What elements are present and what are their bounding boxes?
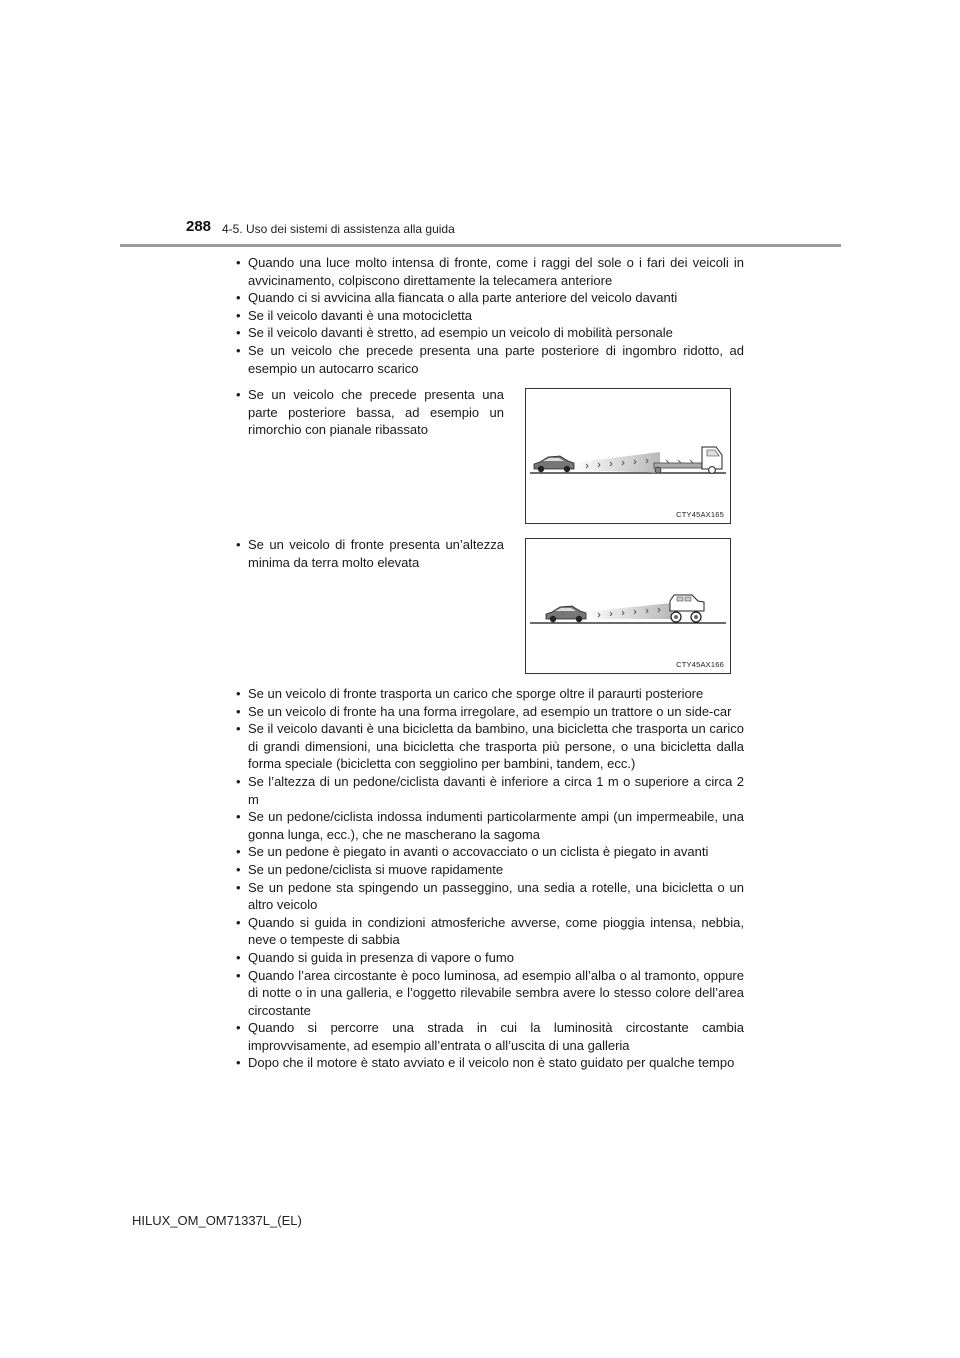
list-item: • Se un veicolo di fronte trasporta un carico che sporge oltre il paraurti posteriore	[236, 685, 744, 703]
figure-1-illustration	[526, 389, 730, 523]
list-item: • Quando l’area circostante è poco luminosa, ad esempio all’alba o al tramonto, oppure di notte o in una galleria, e l’oggetto rilevabile sembra avere lo stesso colore dell’area circostante	[236, 967, 744, 1020]
car-icon	[546, 606, 586, 622]
figure-1-bullet-list	[236, 386, 504, 439]
list-item: • Se un veicolo che precede presenta una parte posteriore di ingombro ridotto, ad esempio un autocarro scarico	[236, 342, 744, 377]
figure-high-clearance	[525, 538, 731, 674]
list-item: • Quando si guida in condizioni atmosferiche avverse, come pioggia intensa, nebbia, neve o tempeste di sabbia	[236, 914, 744, 949]
document-code: HILUX_OM_OM71337L_(EL)	[132, 1213, 302, 1228]
section-title: 4-5. Uso dei sistemi di assistenza alla guida	[222, 222, 455, 236]
list-item: • Se un veicolo di fronte presenta un’altezza minima da terra molto elevata	[236, 536, 504, 571]
figure-2-illustration	[526, 539, 730, 673]
list-item: • Se un pedone sta spingendo un passeggino, una sedia a rotelle, una bicicletta o un altro veicolo	[236, 879, 744, 914]
list-item: • Dopo che il motore è stato avviato e il veicolo non è stato guidato per qualche tempo	[236, 1054, 744, 1072]
figure-code: CTY45AX166	[676, 660, 724, 669]
car-icon	[534, 456, 574, 472]
figure-code: CTY45AX165	[676, 510, 724, 519]
page-number: 288	[186, 218, 212, 235]
list-item: • Quando una luce molto intensa di fronte, come i raggi del sole o i fari dei veicoli in avvicinamento, colpiscono direttamente la telecamera anteriore	[236, 254, 744, 289]
list-item: • Quando si guida in presenza di vapore o fumo	[236, 949, 744, 967]
list-item: • Quando si percorre una strada in cui la luminosità circostante cambia improvvisamente, ad esempio all’entrata o all’uscita di una galleria	[236, 1019, 744, 1054]
bullet-list-top	[236, 254, 744, 377]
figure-2-bullet-list	[236, 536, 504, 571]
list-item: • Se il veicolo davanti è una bicicletta da bambino, una bicicletta che trasporta un carico di grandi dimensioni, una bicicletta che trasporta più persone, o una bicicletta dalla forma speciale (bicicletta con seggiolino per bambini, tandem, ecc.)	[236, 720, 744, 773]
lifted-suv-icon	[670, 595, 704, 622]
list-item: • Se il veicolo davanti è stretto, ad esempio un veicolo di mobilità personale	[236, 324, 744, 342]
low-trailer-truck-icon	[654, 447, 722, 473]
list-item: • Se un veicolo che precede presenta una parte posteriore bassa, ad esempio un rimorchio con pianale ribassato	[236, 386, 504, 439]
figure-low-trailer	[525, 388, 731, 524]
list-item: • Se un pedone è piegato in avanti o accovacciato o un ciclista è piegato in avanti	[236, 843, 744, 861]
sensor-beam-icon	[572, 452, 693, 473]
sensor-beam-icon	[584, 603, 672, 619]
list-item: • Se un pedone/ciclista si muove rapidamente	[236, 861, 744, 879]
header-rule	[120, 244, 841, 247]
list-item: • Se un pedone/ciclista indossa indumenti particolarmente ampi (un impermeabile, una gonna lunga, ecc.), che ne mascherano la sagoma	[236, 808, 744, 843]
list-item: • Se un veicolo di fronte ha una forma irregolare, ad esempio un trattore o un side-car	[236, 703, 744, 721]
list-item: • Se il veicolo davanti è una motocicletta	[236, 307, 744, 325]
list-item: • Se l’altezza di un pedone/ciclista davanti è inferiore a circa 1 m o superiore a circa 2 m	[236, 773, 744, 808]
bullet-list-bottom	[236, 685, 744, 1072]
list-item: • Quando ci si avvicina alla fiancata o alla parte anteriore del veicolo davanti	[236, 289, 744, 307]
